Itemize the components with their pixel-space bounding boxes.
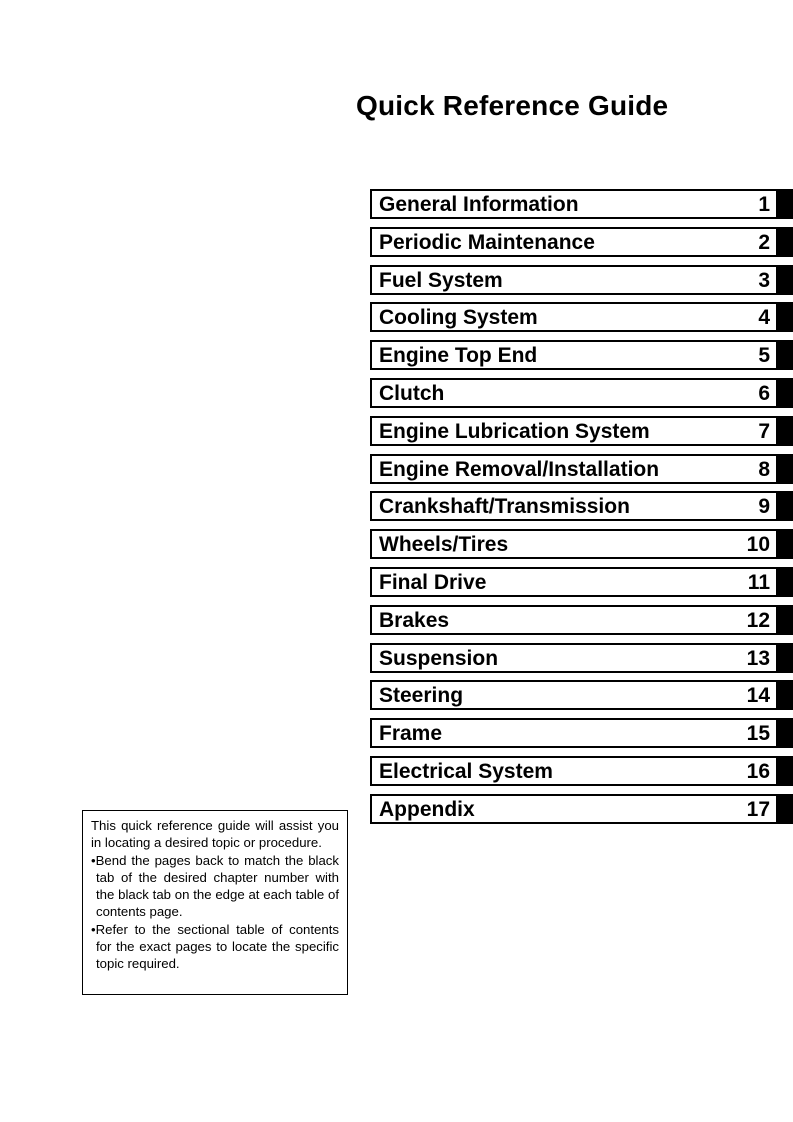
chapter-box: [370, 567, 778, 597]
chapter-box: [370, 189, 778, 219]
chapter-tab[interactable]: [778, 643, 793, 673]
chapter-number: 7: [758, 419, 770, 443]
chapter-row[interactable]: [370, 529, 793, 559]
note-intro: This quick reference guide will assist you in locating a desired topic or procedure.: [91, 818, 339, 851]
chapter-row[interactable]: [370, 302, 793, 332]
chapter-label: Crankshaft/Transmission: [379, 495, 630, 519]
chapter-number: 11: [747, 570, 770, 594]
chapter-tab[interactable]: [778, 378, 793, 408]
chapter-tab[interactable]: [778, 189, 793, 219]
chapter-box: [370, 529, 778, 559]
chapter-row[interactable]: [370, 378, 793, 408]
chapter-number: 17: [746, 797, 770, 821]
chapter-box: [370, 491, 778, 521]
chapter-number: 13: [746, 646, 770, 670]
chapter-number: 3: [758, 268, 770, 292]
chapter-box: [370, 454, 778, 484]
chapter-label: Final Drive: [379, 570, 487, 594]
chapter-number: 16: [746, 759, 770, 783]
chapter-tab[interactable]: [778, 718, 793, 748]
chapter-label: Periodic Maintenance: [379, 230, 595, 254]
chapter-tab[interactable]: [778, 680, 793, 710]
chapter-row[interactable]: [370, 340, 793, 370]
chapter-number: 4: [758, 306, 770, 330]
chapter-number: 2: [758, 230, 770, 254]
chapter-number: 14: [746, 684, 770, 708]
chapter-row[interactable]: [370, 227, 793, 257]
note-bullet: •Bend the pages back to match the black tab of the desired chapter number with the black tab on the edge at each table of contents page.: [91, 852, 339, 920]
chapter-tab[interactable]: [778, 227, 793, 257]
chapter-tab[interactable]: [778, 567, 793, 597]
chapter-label: Engine Lubrication System: [379, 419, 650, 443]
chapter-row[interactable]: [370, 605, 793, 635]
chapter-label: Engine Removal/Installation: [379, 457, 660, 481]
chapter-box: [370, 756, 778, 786]
page-title: Quick Reference Guide: [356, 90, 669, 121]
chapter-box: [370, 302, 778, 332]
chapter-number: 15: [746, 722, 770, 746]
chapter-box: [370, 680, 778, 710]
chapter-row[interactable]: [370, 189, 793, 219]
chapter-label: Appendix: [379, 797, 475, 821]
chapter-number: 9: [758, 495, 770, 519]
chapter-box: [370, 378, 778, 408]
chapter-row[interactable]: [370, 794, 793, 824]
chapter-number: 1: [758, 193, 770, 216]
chapter-label: Steering: [379, 684, 464, 708]
chapter-tab[interactable]: [778, 454, 793, 484]
chapter-index: [370, 189, 793, 832]
chapter-box: [370, 416, 778, 446]
chapter-label: Cooling System: [379, 306, 538, 330]
chapter-tab[interactable]: [778, 605, 793, 635]
chapter-label: Suspension: [379, 646, 499, 670]
chapter-label: Brakes: [379, 608, 450, 632]
chapter-tab[interactable]: [778, 302, 793, 332]
note-bullet: •Refer to the sectional table of contents for the exact pages to locate the specific topic required.: [91, 921, 339, 972]
chapter-label: Wheels/Tires: [379, 533, 509, 557]
chapter-row[interactable]: [370, 567, 793, 597]
chapter-label: Clutch: [379, 381, 445, 405]
chapter-tab[interactable]: [778, 340, 793, 370]
chapter-number: 10: [746, 533, 770, 557]
chapter-tab[interactable]: [778, 756, 793, 786]
chapter-box: [370, 643, 778, 673]
chapter-label: Engine Top End: [379, 344, 538, 368]
chapter-label: Fuel System: [379, 268, 503, 292]
chapter-box: [370, 794, 778, 824]
chapter-tab[interactable]: [778, 529, 793, 559]
chapter-box: [370, 227, 778, 257]
chapter-row[interactable]: [370, 265, 793, 295]
chapter-number: 8: [758, 457, 770, 481]
chapter-box: [370, 265, 778, 295]
chapter-label: Electrical System: [379, 759, 553, 783]
chapter-row[interactable]: [370, 680, 793, 710]
chapter-row[interactable]: [370, 643, 793, 673]
usage-note-box: [82, 810, 348, 995]
chapter-row[interactable]: [370, 718, 793, 748]
chapter-tab[interactable]: [778, 794, 793, 824]
chapter-tab[interactable]: [778, 265, 793, 295]
chapter-row[interactable]: [370, 416, 793, 446]
chapter-box: [370, 605, 778, 635]
chapter-row[interactable]: [370, 756, 793, 786]
chapter-number: 5: [758, 344, 770, 368]
chapter-box: [370, 718, 778, 748]
chapter-tab[interactable]: [778, 491, 793, 521]
chapter-row[interactable]: [370, 454, 793, 484]
chapter-tab[interactable]: [778, 416, 793, 446]
chapter-row[interactable]: [370, 491, 793, 521]
chapter-number: 6: [758, 381, 770, 405]
chapter-label: Frame: [379, 722, 443, 746]
chapter-label: General Information: [379, 193, 579, 216]
chapter-box: [370, 340, 778, 370]
chapter-number: 12: [746, 608, 770, 632]
